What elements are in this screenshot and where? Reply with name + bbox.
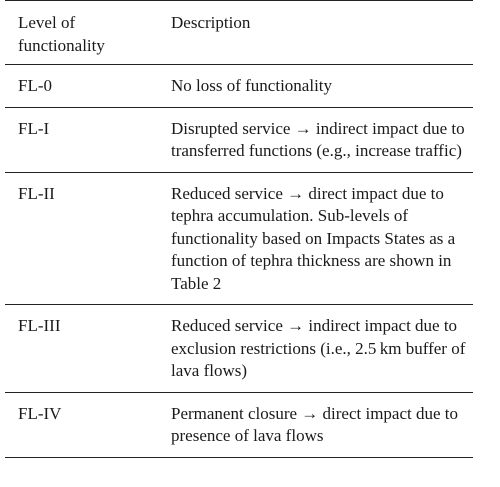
row-description: Reduced service → direct impact due to tephra accumulation. Sub-levels of functionality based on Impacts States as a function of tephra thickness are shown in Table 2: [171, 183, 456, 293]
header-description-label: Description: [171, 13, 251, 32]
header-row: [5, 1, 473, 65]
table-row: [5, 305, 473, 393]
header-description: [171, 1, 473, 65]
row-level: FL-IV: [18, 403, 62, 423]
row-description: Disrupted service → indirect impact due to transferred functions (e.g., increase traffic): [171, 118, 465, 160]
row-level: FL-I: [18, 118, 50, 138]
row-level-cell: [5, 392, 171, 457]
functionality-table: [5, 0, 473, 458]
row-description-cell: [171, 172, 473, 305]
row-level-cell: [5, 65, 171, 108]
table-row: [5, 172, 473, 305]
row-level-cell: [5, 305, 171, 393]
row-description: No loss of functionality: [171, 76, 333, 95]
row-description-cell: [171, 305, 473, 393]
row-description: Permanent closure → direct impact due to presence of lava flows: [171, 403, 459, 445]
row-description-cell: [171, 392, 473, 457]
table-row: [5, 392, 473, 457]
row-description-cell: [171, 65, 473, 108]
table-body: [5, 65, 473, 458]
row-level: FL-0: [18, 76, 52, 95]
row-level-cell: [5, 107, 171, 172]
row-level-cell: [5, 172, 171, 305]
row-level: FL-II: [18, 183, 55, 203]
row-level: FL-III: [18, 316, 61, 335]
table-row: [5, 107, 473, 172]
table-row: [5, 65, 473, 108]
table-header: [5, 1, 473, 65]
row-description-cell: [171, 107, 473, 172]
header-level-label: Level of functionality: [18, 13, 105, 55]
header-level: [5, 1, 171, 65]
row-description: Reduced service → indirect impact due to exclusion restrictions (i.e., 2.5 km buffer of lava flows): [171, 316, 466, 380]
functionality-table-container: [5, 0, 473, 458]
